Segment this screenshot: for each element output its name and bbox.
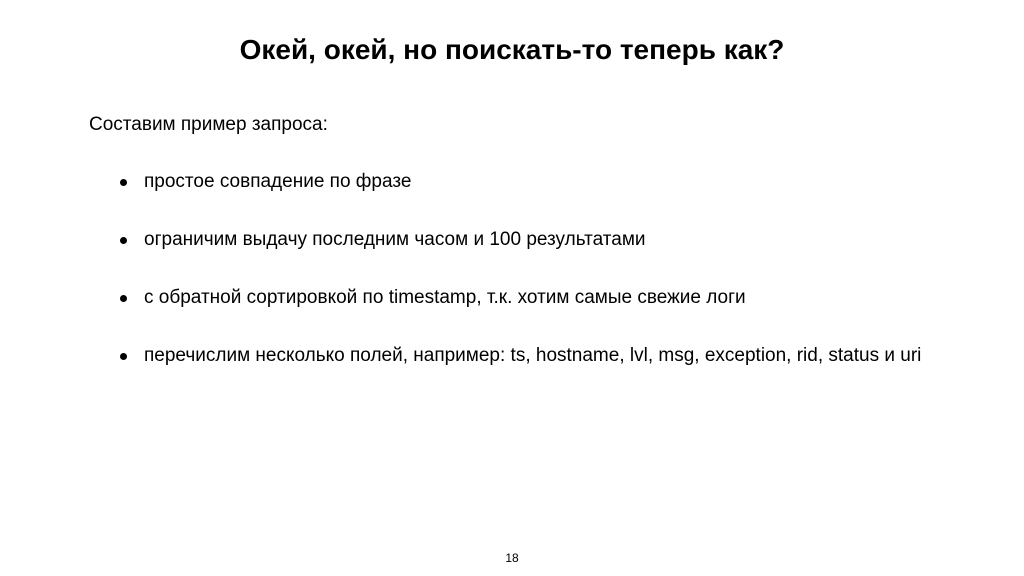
slide-title: Окей, окей, но поискать-то теперь как? [239, 34, 785, 65]
bullet-item [120, 228, 940, 252]
bullet-dot-icon [120, 179, 127, 186]
bullet-dot-icon [120, 353, 127, 360]
bullet-text: с обратной сортировкой по timestamp, т.к. хотим самые свежие логи [144, 287, 746, 308]
bullet-text: простое совпадение по фразе [144, 171, 412, 192]
page-number: 18 [505, 551, 519, 565]
bullet-text: перечислим несколько полей, например: ts, hostname, lvl, msg, exception, rid, status и uri [144, 345, 922, 366]
bullet-item [120, 344, 940, 368]
bullet-dot-icon [120, 295, 127, 302]
bullet-dot-icon [120, 237, 127, 244]
intro-text: Составим пример запроса: [89, 114, 328, 135]
bullet-text: ограничим выдачу последним часом и 100 результатами [144, 229, 646, 250]
bullet-item [120, 170, 940, 194]
bullet-list [120, 170, 940, 402]
bullet-item [120, 286, 940, 310]
